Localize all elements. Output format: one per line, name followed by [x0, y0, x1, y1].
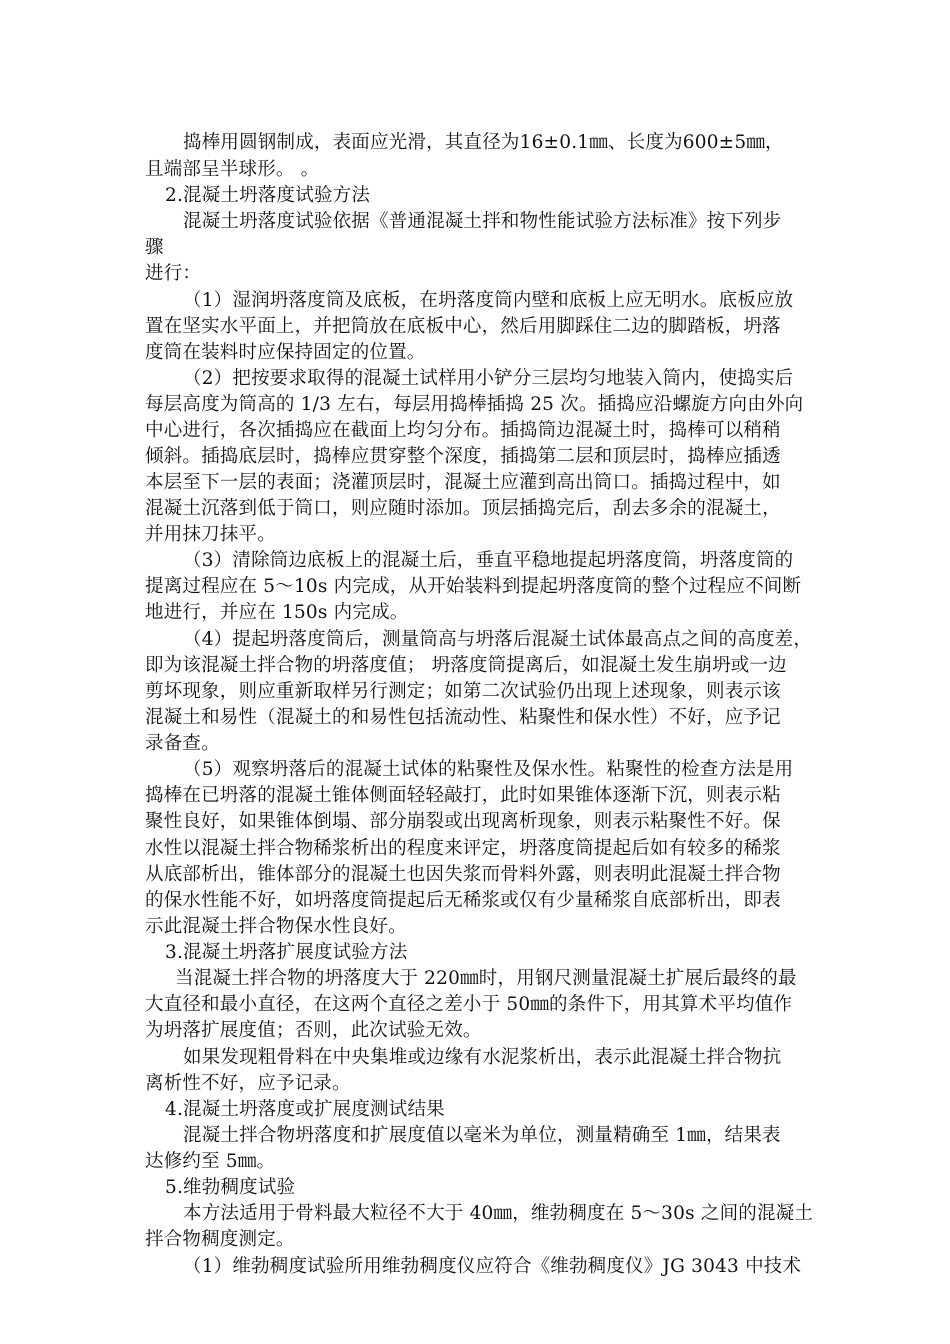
paragraph-line: 混凝土坍落度试验依据《普通混凝土拌和物性能试验方法标准》按下列步 — [183, 211, 782, 232]
paragraph-line: 大直径和最小直径，在这两个直径之差小于 50㎜的条件下，用其算术平均值作 — [145, 994, 793, 1015]
paragraph-line: 混凝土和易性（混凝土的和易性包括流动性、粘聚性和保水性）不好，应予记 — [145, 707, 781, 728]
paragraph-line: 水性以混凝土拌合物稀浆析出的程度来评定，坍落度筒提起后如有较多的稀浆 — [145, 838, 781, 859]
paragraph-line: 即为该混凝土拌合物的坍落度值； 坍落度筒提离后，如混凝土发生崩坍或一边 — [145, 655, 787, 676]
paragraph-line: 录备查。 — [145, 733, 220, 754]
section-heading: 3.混凝土坍落扩展度试验方法 — [165, 942, 408, 963]
paragraph-line: 离析性不好，应予记录。 — [145, 1073, 351, 1094]
paragraph-line: 拌合物稠度测定。 — [145, 1229, 295, 1250]
paragraph-line: 本层至下一层的表面；浇灌顶层时，混凝土应灌到高出筒口。插捣过程中，如 — [145, 472, 781, 493]
paragraph-line: 地进行，并应在 150s 内完成。 — [145, 602, 409, 623]
paragraph-line: 聚性良好，如果锥体倒塌、部分崩裂或出现离析现象，则表示粘聚性不好。保 — [145, 811, 781, 832]
paragraph-line: 骤 — [145, 237, 164, 258]
paragraph-line: （2）把按要求取得的混凝土试样用小铲分三层均匀地装入筒内，使捣实后 — [183, 368, 794, 389]
paragraph-line: 中心进行，各次插捣应在截面上均匀分布。插捣筒边混凝土时，捣棒可以稍稍 — [145, 420, 781, 441]
paragraph-line: 倾斜。插捣底层时，捣棒应贯穿整个深度，插捣第二层和顶层时，捣棒应插透 — [145, 446, 781, 467]
paragraph-line: 本方法适用于骨料最大粒径不大于 40㎜，维勃稠度在 5～30s 之间的混凝土 — [183, 1203, 814, 1224]
paragraph-line: 的保水性能不好，如坍落度筒提起后无稀浆或仅有少量稀浆自底部析出，即表 — [145, 890, 781, 911]
paragraph-line: （4）提起坍落度筒后，测量筒高与坍落后混凝土试体最高点之间的高度差， — [183, 629, 813, 650]
paragraph-line: 度筒在装料时应保持固定的位置。 — [145, 342, 426, 363]
section-heading: 4.混凝土坍落度或扩展度测试结果 — [165, 1099, 445, 1120]
paragraph-line: 混凝土沉落到低于筒口，则应随时添加。顶层插捣完后，刮去多余的混凝土， — [145, 498, 781, 519]
paragraph-line: 每层高度为筒高的 1/3 左右，每层用捣棒插捣 25 次。插捣应沿螺旋方向由外向 — [145, 394, 804, 415]
paragraph-line: （1）湿润坍落度筒及底板，在坍落度筒内壁和底板上应无明水。底板应放 — [183, 290, 794, 311]
paragraph-line: 捣棒用圆钢制成，表面应光滑，其直径为16±0.1㎜、长度为600±5㎜， — [183, 132, 784, 153]
paragraph-line: 置在坚实水平面上，并把筒放在底板中心，然后用脚踩住二边的脚踏板，坍落 — [145, 316, 781, 337]
paragraph-line: 如果发现粗骨料在中央集堆或边缘有水泥浆析出，表示此混凝土拌合物抗 — [183, 1047, 782, 1068]
paragraph-line: 进行： — [145, 263, 202, 284]
paragraph-line: 示此混凝土拌合物保水性良好。 — [145, 916, 407, 937]
paragraph-line: 当混凝土拌合物的坍落度大于 220㎜时，用钢尺测量混凝土扩展后最终的最 — [175, 968, 797, 989]
paragraph-line: 混凝土拌合物坍落度和扩展度值以毫米为单位，测量精确至 1㎜，结果表 — [183, 1125, 781, 1146]
paragraph-line: 剪坏现象，则应重新取样另行测定；如第二次试验仍出现上述现象，则表示该 — [145, 681, 781, 702]
paragraph-line: 捣棒在已坍落的混凝土锥体侧面轻轻敲打，此时如果锥体逐渐下沉，则表示粘 — [145, 785, 781, 806]
paragraph-line: （3）清除筒边底板上的混凝土后，垂直平稳地提起坍落度筒，坍落度筒的 — [183, 550, 794, 571]
paragraph-line: 为坍落扩展度值；否则，此次试验无效。 — [145, 1020, 482, 1041]
paragraph-line: 达修约至 5㎜。 — [145, 1151, 276, 1172]
paragraph-line: 从底部析出，锥体部分的混凝土也因失浆而骨料外露，则表明此混凝土拌合物 — [145, 864, 781, 885]
paragraph-line: 且端部呈半球形。 。 — [145, 159, 320, 180]
paragraph-line: （5）观察坍落后的混凝土试体的粘聚性及保水性。粘聚性的检查方法是用 — [183, 759, 794, 780]
section-heading: 5.维勃稠度试验 — [165, 1177, 296, 1198]
paragraph-line: 并用抹刀抹平。 — [145, 524, 276, 545]
paragraph-line: （1）维勃稠度试验所用维勃稠度仪应符合《维勃稠度仪》JG 3043 中技术 — [183, 1256, 802, 1277]
section-heading: 2.混凝土坍落度试验方法 — [165, 185, 371, 206]
paragraph-line: 提离过程应在 5～10s 内完成，从开始装料到提起坍落度筒的整个过程应不间断 — [145, 576, 802, 597]
